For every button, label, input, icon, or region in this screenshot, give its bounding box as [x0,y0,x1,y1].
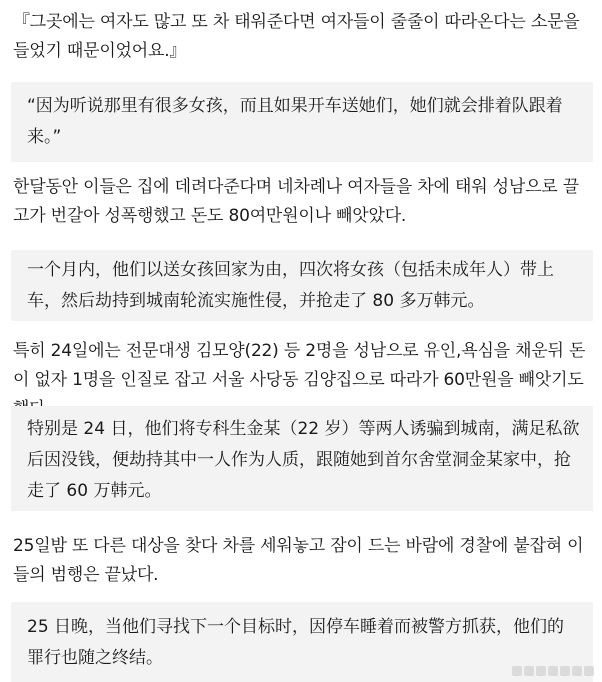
chinese-translation-box-4 [11,602,593,682]
korean-paragraph-1: 『그곳에는 여자도 많고 또 차 태워준다면 여자들이 줄줄이 따라온다는 소문을 들었기 때문이었어요.』 [13,12,580,61]
korean-paragraph-2: 한달동안 이들은 집에 데려다준다며 네차례나 여자들을 차에 태워 성남으로 끌고가 번갈아 성폭행했고 돈도 80여만원이나 빼앗았다. [13,177,579,226]
watermark-icon [512,664,598,678]
chinese-translation-text-2: 一个月内，他们以送女孩回家为由，四次将女孩（包括未成年人）带上车，然后劫持到城南轮流实施性侵，并抢走了 80 多万韩元。 [27,260,554,311]
chinese-translation-box-2 [11,250,593,321]
chinese-translation-box-1 [11,82,593,162]
chinese-translation-text-4: 25 日晚，当他们寻找下一个目标时，因停车睡着而被警方抓获，他们的罪行也随之终结。 [27,617,565,668]
korean-paragraph-3: 특히 24일에는 전문대생 김모양(22) 등 2명을 성남으로 유인,욕심을 채운뒤 돈이 없자 1명을 인질로 잡고 서울 사당동 김양집으로 따라가 60만원을 빼앗기도 [13,341,586,390]
korean-paragraph-4: 25일밤 또 다른 대상을 찾다 차를 세워놓고 잠이 드는 바람에 경찰에 붙잡혀 이들의 범행은 끝났다. [13,536,584,585]
chinese-translation-text-1: “因为听说那里有很多女孩，而且如果开车送她们，她们就会排着队跟着来。” [27,96,563,147]
chinese-translation-text-3: 特别是 24 日，他们将专科生金某（22 岁）等两人诱骗到城南，满足私欲后因没钱，便劫持其中一人作为人质，跟随她到首尔舍堂洞金某家中，抢走了 60 万韩元。 [27,419,580,501]
chinese-translation-box-3 [11,406,593,511]
